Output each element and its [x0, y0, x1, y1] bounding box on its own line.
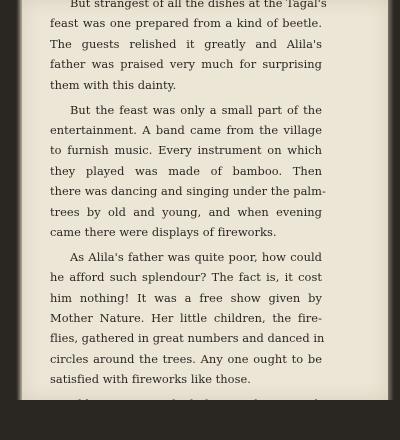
- text-line: Alila's eyes watched the people eat with: [70, 397, 322, 412]
- body-text: [50, 0, 327, 440]
- text-line: came there were displays of fireworks.: [50, 224, 277, 239]
- text-line: But strangest of all the dishes at the Tagal's: [70, 0, 327, 10]
- text-line: he afford such splendour? The fact is, it cost: [50, 270, 322, 285]
- text-line: them with this dainty.: [50, 77, 177, 92]
- text-line: feast was one prepared from a kind of beetle.: [50, 16, 322, 31]
- text-line: satisfied with fireworks like those.: [50, 372, 251, 387]
- text-line: him nothing! It was a free show given by: [50, 290, 322, 305]
- text-line: As Alila's father was quite poor, how could: [70, 249, 322, 264]
- text-line: trees by old and young, and when evening: [50, 204, 322, 219]
- text-line: Mother Nature. Her little children, the fire-: [50, 311, 322, 326]
- text-line: there was dancing and singing under the palm-: [50, 184, 326, 199]
- paragraph: [50, 0, 327, 95]
- text-line: flies, gathered in great numbers and danced in: [50, 331, 325, 346]
- text-line: to furnish music. Every instrument on which: [50, 143, 322, 158]
- paragraph: [50, 100, 326, 243]
- text-line: entertainment. A band came from the village: [50, 122, 322, 137]
- paragraph: [50, 394, 322, 435]
- text-line: But the feast was only a small part of the: [70, 102, 322, 117]
- text-line: circles around the trees. Any one ought to be: [50, 351, 322, 366]
- text-line: their fingers and looked at the lights dancing: [50, 417, 322, 432]
- text-line: father was praised very much for surprising: [50, 57, 322, 72]
- text-line: The guests relished it greatly and Alila's: [50, 36, 322, 51]
- text-line: they played was made of bamboo. Then: [50, 163, 322, 178]
- paragraph: [50, 247, 325, 390]
